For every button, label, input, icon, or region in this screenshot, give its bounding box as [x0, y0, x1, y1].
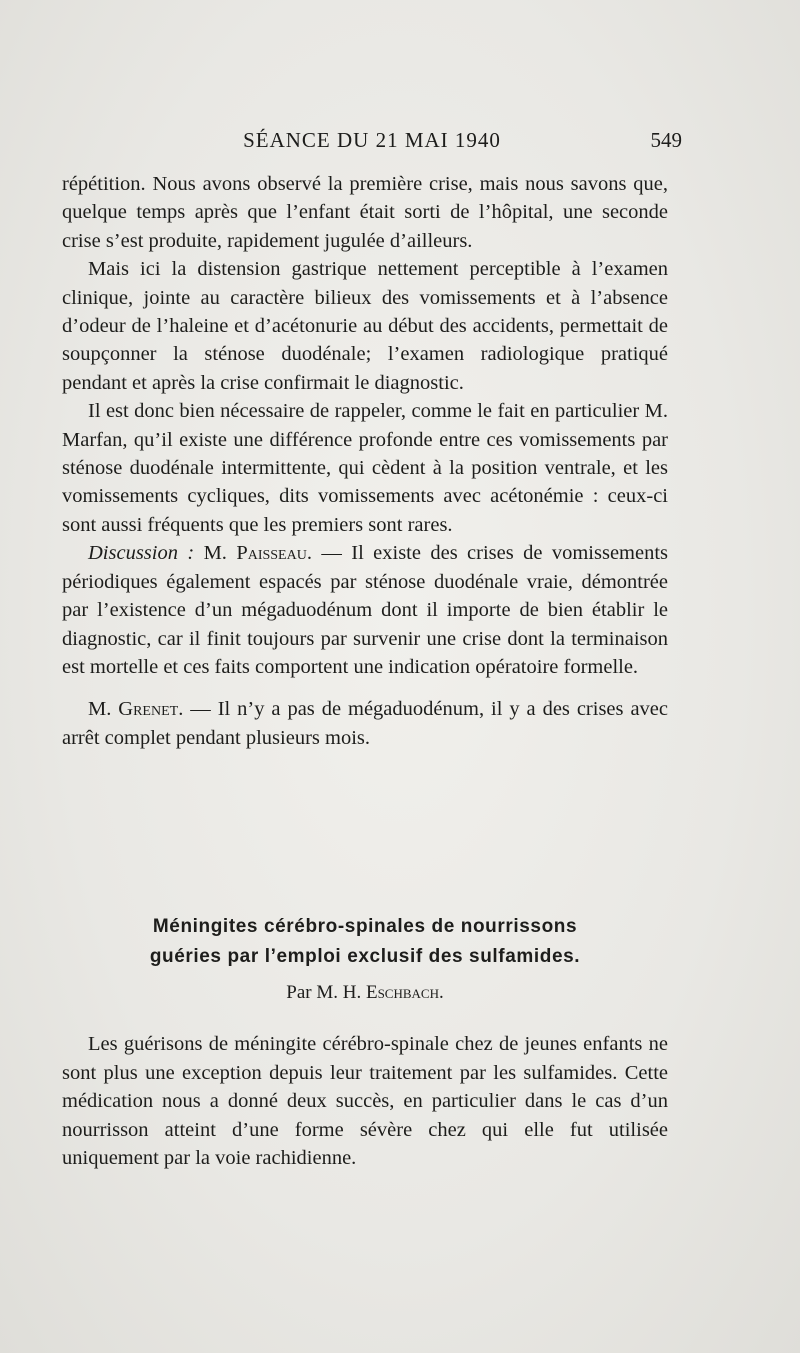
discussion-label: Discussion : [88, 542, 195, 565]
section-title [62, 912, 668, 972]
paragraph-discussion [62, 539, 668, 681]
paragraph-1: répétition. Nous avons observé la première crise, mais nous savons que, quelque temps après que l’enfant était sorti de l’hôpital, une seconde crise s’est produite, rapidement jugulée d’ailleurs. [62, 173, 668, 252]
paragraph-grenet [62, 695, 668, 752]
running-title: SÉANCE DU 21 MAI 1940 [243, 128, 501, 152]
grenet-text: — Il n’y a pas de mégaduodénum, il y a des crises avec arrêt complet pendant plusieurs mois. [62, 698, 668, 749]
author-name: Eschbach. [365, 982, 444, 1003]
speaker-paisseau: M. Paisseau. [203, 542, 312, 565]
byline-prefix: Par M. H. [286, 982, 362, 1003]
byline [62, 982, 668, 1004]
running-header [62, 128, 682, 158]
speaker-grenet: M. Grenet. [88, 698, 184, 721]
paragraph-2: Mais ici la distension gastrique nettement perceptible à l’examen clinique, jointe au caractère bilieux des vomissements et à l’absence d’odeur de l’haleine et d’acétonurie au début des accidents, permettait de soupçonner la sténose duodénale; l’examen radiologique pratiqué pendant et après la crise confirmait le diagnostic. [62, 258, 668, 394]
section-title-line-1: Méningites cérébro-spinales de nourrissons [152, 916, 578, 937]
body-text [62, 170, 668, 752]
paragraph-3: Il est donc bien nécessaire de rappeler, comme le fait en particulier M. Marfan, qu’il existe une différence profonde entre ces vomissements par sténose duodénale intermittente, qui cèdent à la position ventrale, et les vomissements cycliques, dits vomissements avec acétonémie : ceux-ci sont aussi fréquents que les premiers sont rares. [62, 400, 668, 536]
section-title-line-2: guéries par l’emploi exclusif des sulfamides. [149, 946, 581, 967]
page-number: 549 [650, 128, 682, 152]
abstract-text [62, 1030, 668, 1173]
discussion-text: — Il existe des crises de vomissements périodiques également espacés par sténose duodénale vraie, démontrée par l’existence d’un mégaduodénum dont il importe de bien établir le diagnostic, car il finit toujours par survenir une crise dont la terminaison est mortelle et ces faits comportent une indication opératoire formelle. [62, 542, 669, 678]
abstract-paragraph: Les guérisons de méningite cérébro-spinale chez de jeunes enfants ne sont plus une exception depuis leur traitement par les sulfamides. Cette médication nous a donné deux succès, en particulier dans le cas d’un nourrisson atteint d’une forme sévère chez qui elle fut utilisée uniquement par la voie rachidienne. [62, 1033, 668, 1170]
